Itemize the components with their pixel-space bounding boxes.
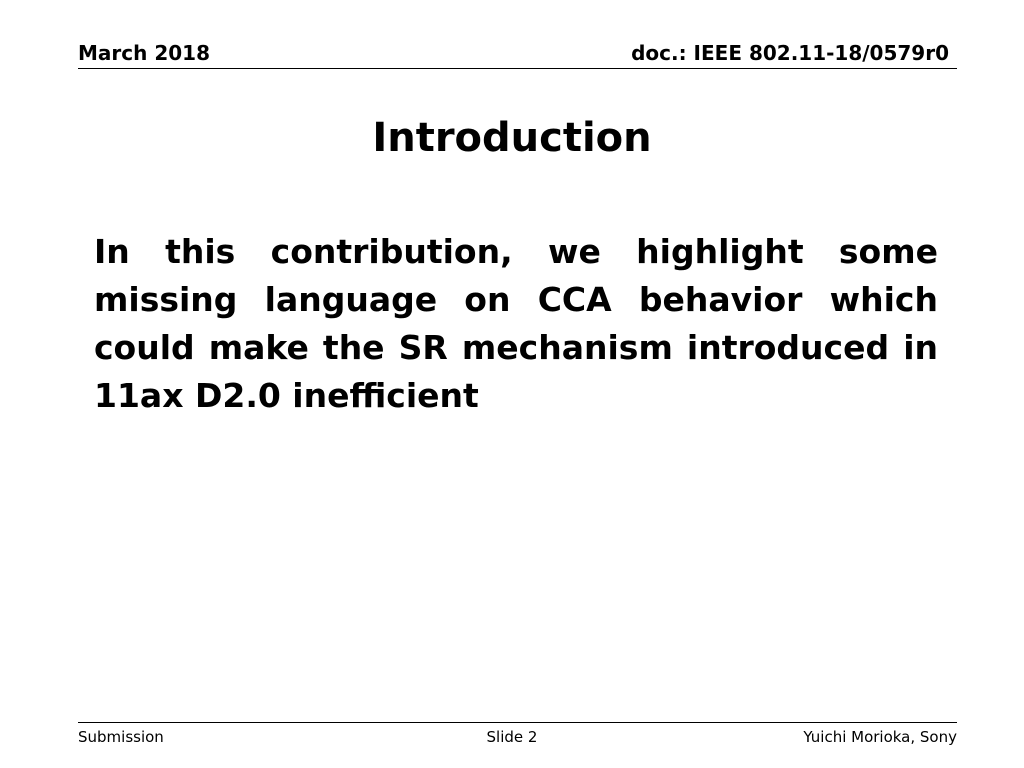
header-date: March 2018 — [78, 41, 210, 65]
header-doc-id: doc.: IEEE 802.11-18/0579r0 — [631, 41, 949, 65]
footer-author: Yuichi Morioka, Sony — [803, 728, 957, 746]
footer-slide-number: Slide 2 — [486, 728, 538, 746]
slide-header — [78, 40, 957, 69]
slide-title: Introduction — [372, 115, 652, 161]
slide-body-text: In this contribution, we highlight some missing language on CCA behavior which could make the SR mechanism introduced in 11ax D2.0 inefficient — [94, 232, 938, 415]
footer-divider — [78, 722, 957, 723]
footer-submission: Submission — [78, 728, 164, 746]
